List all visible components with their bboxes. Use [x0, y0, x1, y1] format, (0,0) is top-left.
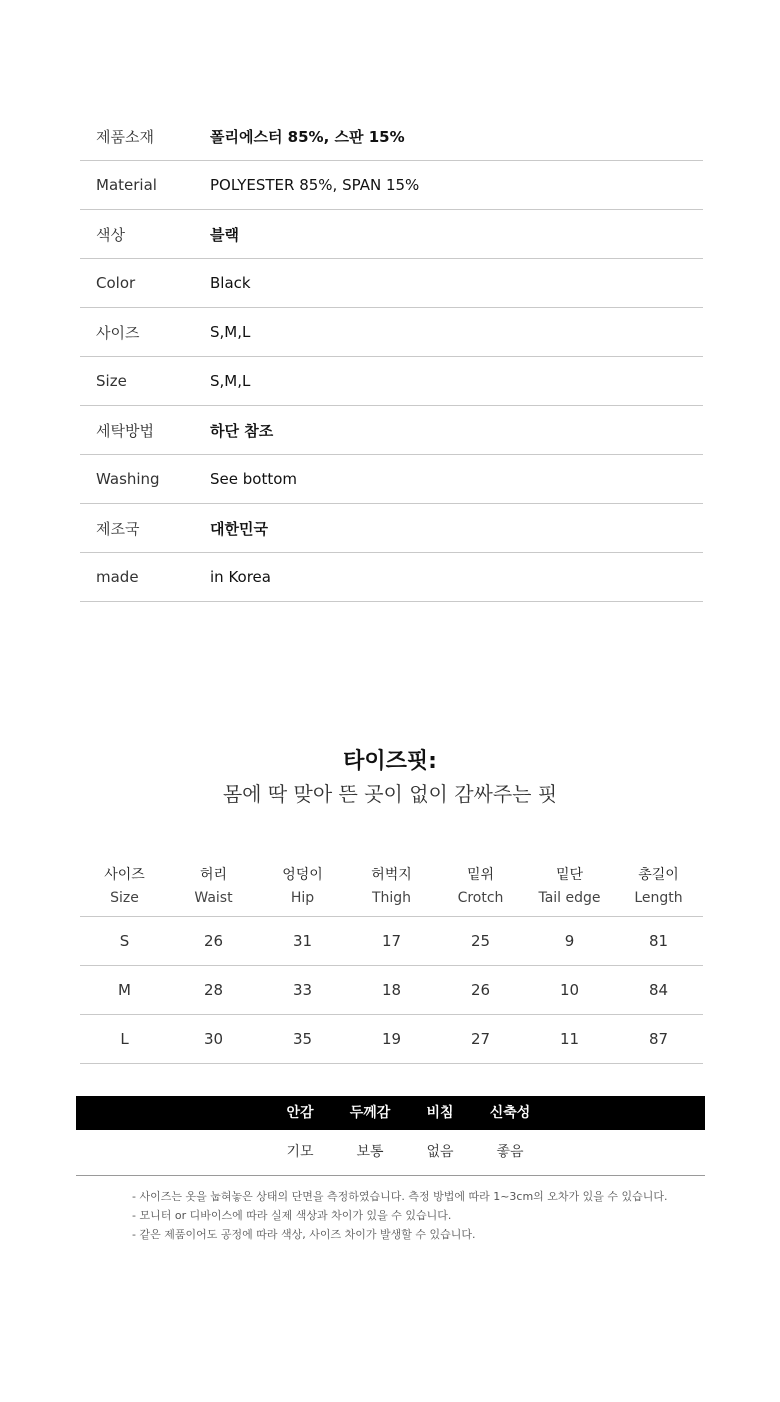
header-en: Hip [290, 890, 315, 906]
table-row-m [80, 966, 703, 1015]
note-line: - 모니터 or 디바이스에 따라 실제 색상과 차이가 있을 수 있습니다. [132, 1209, 452, 1222]
attribute-value-lining: 기모 [286, 1144, 314, 1160]
header-ko: 허벅지 [371, 867, 412, 883]
info-label: made [96, 568, 139, 586]
table-row-l [80, 1015, 703, 1064]
notes [132, 1187, 732, 1244]
table-cell: 35 [292, 1030, 313, 1048]
info-value: in Korea [210, 568, 271, 586]
table-row-s [80, 917, 703, 966]
info-row-size-ko [80, 308, 703, 357]
info-value: 폴리에스터 85%, 스판 15% [210, 127, 405, 146]
attribute-header-bar [76, 1096, 705, 1130]
fit-title: 타이즈핏: [343, 749, 437, 774]
header-ko: 총길이 [638, 867, 679, 883]
header-en: Crotch [457, 890, 504, 906]
info-value: POLYESTER 85%, SPAN 15% [210, 176, 420, 194]
header-ko: 허리 [199, 867, 228, 883]
header-en: Thigh [371, 890, 412, 906]
table-cell: 9 [564, 932, 575, 950]
info-label: 색상 [96, 225, 125, 244]
info-value: See bottom [210, 470, 297, 488]
info-row-material-en [80, 161, 703, 210]
attribute-name-stretch: 신축성 [489, 1105, 531, 1121]
info-row-color-en [80, 259, 703, 308]
table-cell: M [118, 981, 131, 999]
header-en: Waist [194, 890, 233, 906]
table-cell: 26 [203, 932, 224, 950]
header-thigh [347, 860, 436, 916]
note-line: - 사이즈는 옷을 눕혀놓은 상태의 단면을 측정하였습니다. 측정 방법에 따라 1~3cm의 오차가 있을 수 있습니다. [132, 1190, 668, 1203]
fit-subtitle: 몸에 딱 맞아 뜬 곳이 없이 감싸주는 핏 [222, 782, 558, 806]
attribute-name-thickness: 두께감 [349, 1105, 391, 1121]
attribute-name-sheerness: 비침 [426, 1105, 454, 1121]
header-length [614, 860, 703, 916]
table-cell: 10 [559, 981, 580, 999]
table-cell: 18 [381, 981, 402, 999]
header-waist [169, 860, 258, 916]
info-label: 세탁방법 [96, 421, 154, 440]
header-ko: 엉덩이 [282, 867, 323, 883]
table-cell: 28 [203, 981, 224, 999]
info-label: Washing [96, 470, 160, 488]
info-row-size-en [80, 357, 703, 406]
size-table [80, 860, 703, 1064]
table-cell: L [120, 1030, 129, 1048]
table-cell: 11 [559, 1030, 580, 1048]
header-hip [258, 860, 347, 916]
table-cell: 17 [381, 932, 402, 950]
info-value: 하단 참조 [210, 421, 274, 440]
product-info-table [80, 112, 703, 602]
header-ko: 밑단 [555, 867, 584, 883]
note-line: - 같은 제품이어도 공정에 따라 색상, 사이즈 차이가 발생할 수 있습니다. [132, 1228, 476, 1241]
header-tail-edge [525, 860, 614, 916]
info-label: 제조국 [96, 519, 140, 538]
table-cell: 31 [292, 932, 313, 950]
size-table-header [80, 860, 703, 917]
table-cell: 81 [648, 932, 669, 950]
table-cell: 19 [381, 1030, 402, 1048]
info-row-washing-ko [80, 406, 703, 455]
info-value: 블랙 [210, 225, 239, 244]
table-cell: 33 [292, 981, 313, 999]
header-en: Size [110, 890, 139, 906]
header-ko: 밑위 [466, 867, 495, 883]
info-value: 대한민국 [210, 519, 268, 538]
info-value: S,M,L [210, 372, 251, 390]
table-cell: 25 [470, 932, 491, 950]
header-en: Tail edge [538, 890, 601, 906]
info-row-origin-ko [80, 504, 703, 553]
attribute-value-sheerness: 없음 [426, 1144, 454, 1160]
info-row-washing-en [80, 455, 703, 504]
header-ko: 사이즈 [104, 867, 145, 883]
table-cell: 27 [470, 1030, 491, 1048]
attribute-value-stretch: 좋음 [496, 1144, 524, 1160]
table-cell: 84 [648, 981, 669, 999]
header-crotch [436, 860, 525, 916]
info-label: Color [96, 274, 136, 292]
table-cell: 87 [648, 1030, 669, 1048]
attribute-name-lining: 안감 [286, 1105, 314, 1121]
info-value: Black [210, 274, 251, 292]
info-label: Size [96, 372, 127, 390]
attribute-values [76, 1130, 705, 1176]
info-row-origin-en [80, 553, 703, 602]
info-row-color-ko [80, 210, 703, 259]
table-cell: 26 [470, 981, 491, 999]
info-value: S,M,L [210, 323, 251, 341]
header-en: Length [634, 890, 683, 906]
table-cell: 30 [203, 1030, 224, 1048]
info-label: 사이즈 [96, 323, 140, 342]
info-label: Material [96, 176, 157, 194]
attribute-value-thickness: 보통 [356, 1144, 384, 1160]
header-size [80, 860, 169, 916]
table-cell: S [119, 932, 130, 950]
info-row-material-ko [80, 112, 703, 161]
info-label: 제품소재 [96, 127, 154, 146]
